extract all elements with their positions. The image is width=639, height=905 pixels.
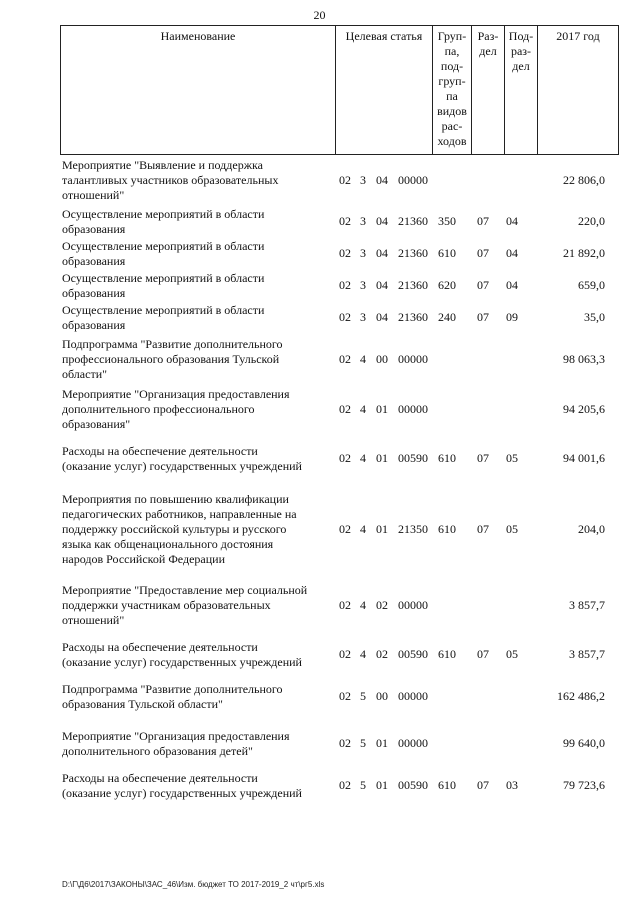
subsection: 05 [506, 522, 518, 536]
code-part: 00590 [398, 778, 428, 792]
section: 07 [477, 246, 489, 260]
amount-2017: 94 001,6 [563, 451, 605, 465]
code-part: 02 [339, 214, 351, 228]
code-part: 4 [360, 451, 366, 465]
row-name: Мероприятие "Выявление и поддержка талантливых участников образовательных отношений" [62, 158, 279, 202]
expense-group: 350 [438, 214, 456, 228]
code-part: 00 [376, 352, 388, 366]
code-part: 02 [339, 246, 351, 260]
amount-2017: 94 205,6 [563, 402, 605, 416]
code-part: 04 [376, 310, 388, 324]
code-part: 01 [376, 778, 388, 792]
row-name: Осуществление мероприятий в области образования [62, 303, 265, 332]
row-name: Мероприятия по повышению квалификации педагогических работников, направленные на поддержку российской культуры и русского языка как общенационального достояния народов Российской Федерации [62, 492, 297, 566]
expense-group: 610 [438, 522, 456, 536]
row-name: Осуществление мероприятий в области образования [62, 207, 265, 236]
amount-2017: 162 486,2 [557, 689, 605, 703]
code-part: 02 [339, 451, 351, 465]
amount-2017: 21 892,0 [563, 246, 605, 260]
code-part: 3 [360, 246, 366, 260]
amount-2017: 98 063,3 [563, 352, 605, 366]
code-part: 02 [339, 522, 351, 536]
file-path-footer: D:\Г\Д6\2017\ЗАКОНЫ\ЗАС_46\Изм. бюджет ТО 2017-2019_2 чт\рг5.xls [62, 880, 325, 889]
code-part: 01 [376, 402, 388, 416]
code-part: 00000 [398, 736, 428, 750]
code-part: 02 [339, 173, 351, 187]
expense-group: 610 [438, 778, 456, 792]
row-name: Подпрограмма "Развитие дополнительного образования Тульской области" [62, 682, 283, 711]
section: 07 [477, 214, 489, 228]
header-year: 2017 год [538, 26, 619, 155]
code-part: 00000 [398, 352, 428, 366]
subsection: 04 [506, 214, 518, 228]
code-part: 4 [360, 522, 366, 536]
section: 07 [477, 522, 489, 536]
code-part: 00590 [398, 451, 428, 465]
amount-2017: 35,0 [584, 310, 605, 324]
amount-2017: 204,0 [578, 522, 605, 536]
code-part: 21350 [398, 522, 428, 536]
row-name: Мероприятие "Предоставление мер социальной поддержки участникам образовательных отношений" [62, 583, 308, 627]
section: 07 [477, 647, 489, 661]
expense-group: 620 [438, 278, 456, 292]
header-section: Раз- дел [472, 26, 505, 155]
subsection: 05 [506, 451, 518, 465]
code-part: 00590 [398, 647, 428, 661]
subsection: 04 [506, 246, 518, 260]
amount-2017: 22 806,0 [563, 173, 605, 187]
code-part: 4 [360, 402, 366, 416]
code-part: 21360 [398, 310, 428, 324]
page-number: 20 [313, 8, 326, 22]
code-part: 21360 [398, 278, 428, 292]
row-name: Подпрограмма "Развитие дополнительного профессионального образования Тульской области" [62, 337, 283, 381]
section: 07 [477, 310, 489, 324]
amount-2017: 659,0 [578, 278, 605, 292]
header-code: Целевая статья [336, 26, 433, 155]
code-part: 01 [376, 522, 388, 536]
code-part: 4 [360, 647, 366, 661]
code-part: 04 [376, 173, 388, 187]
code-part: 01 [376, 736, 388, 750]
code-part: 04 [376, 214, 388, 228]
code-part: 02 [376, 647, 388, 661]
header-name: Наименование [61, 26, 336, 155]
code-part: 3 [360, 278, 366, 292]
code-part: 21360 [398, 214, 428, 228]
row-name: Расходы на обеспечение деятельности (оказание услуг) государственных учреждений [62, 444, 302, 473]
row-name: Мероприятие "Организация предоставления дополнительного профессионального образования" [62, 387, 290, 431]
subsection: 04 [506, 278, 518, 292]
row-name: Расходы на обеспечение деятельности (оказание услуг) государственных учреждений [62, 640, 302, 669]
code-part: 3 [360, 310, 366, 324]
code-part: 02 [339, 598, 351, 612]
code-part: 5 [360, 778, 366, 792]
code-part: 02 [339, 310, 351, 324]
subsection: 03 [506, 778, 518, 792]
code-part: 5 [360, 736, 366, 750]
section: 07 [477, 451, 489, 465]
code-part: 00 [376, 689, 388, 703]
code-part: 3 [360, 214, 366, 228]
amount-2017: 3 857,7 [569, 598, 605, 612]
code-part: 02 [339, 736, 351, 750]
code-part: 02 [376, 598, 388, 612]
amount-2017: 99 640,0 [563, 736, 605, 750]
subsection: 05 [506, 647, 518, 661]
code-part: 04 [376, 278, 388, 292]
section: 07 [477, 778, 489, 792]
header-group: Груп- па, под- груп- па видов рас- ходов [433, 26, 472, 155]
subsection: 09 [506, 310, 518, 324]
amount-2017: 79 723,6 [563, 778, 605, 792]
code-part: 02 [339, 778, 351, 792]
code-part: 01 [376, 451, 388, 465]
row-name: Расходы на обеспечение деятельности (оказание услуг) государственных учреждений [62, 771, 302, 800]
header-subsection: Под- раз- дел [505, 26, 538, 155]
code-part: 02 [339, 352, 351, 366]
code-part: 00000 [398, 598, 428, 612]
amount-2017: 3 857,7 [569, 647, 605, 661]
section: 07 [477, 278, 489, 292]
code-part: 00000 [398, 173, 428, 187]
expense-group: 240 [438, 310, 456, 324]
code-part: 02 [339, 689, 351, 703]
code-part: 4 [360, 598, 366, 612]
expense-group: 610 [438, 246, 456, 260]
expense-group: 610 [438, 647, 456, 661]
expense-group: 610 [438, 451, 456, 465]
code-part: 02 [339, 402, 351, 416]
code-part: 04 [376, 246, 388, 260]
code-part: 4 [360, 352, 366, 366]
code-part: 3 [360, 173, 366, 187]
code-part: 5 [360, 689, 366, 703]
row-name: Мероприятие "Организация предоставления дополнительного образования детей" [62, 729, 290, 758]
row-name: Осуществление мероприятий в области образования [62, 271, 265, 300]
amount-2017: 220,0 [578, 214, 605, 228]
code-part: 00000 [398, 402, 428, 416]
code-part: 02 [339, 647, 351, 661]
code-part: 21360 [398, 246, 428, 260]
row-name: Осуществление мероприятий в области образования [62, 239, 265, 268]
code-part: 00000 [398, 689, 428, 703]
code-part: 02 [339, 278, 351, 292]
